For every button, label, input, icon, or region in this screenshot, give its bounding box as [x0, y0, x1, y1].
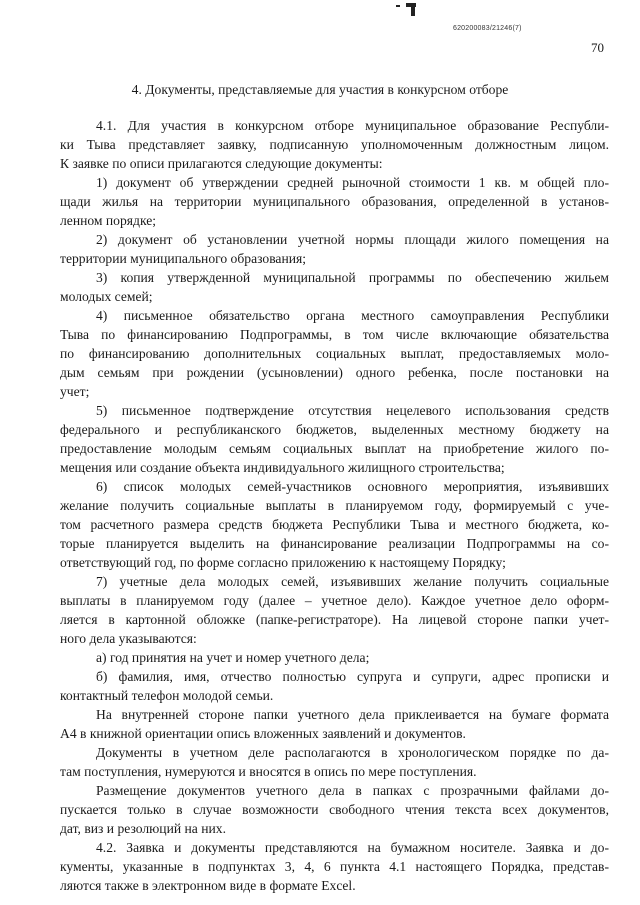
text-line: Размещение документов учетного дела в папках с прозрачными файлами до-	[96, 783, 609, 798]
text-line: учет;	[60, 384, 90, 399]
section-title: 4. Документы, представляемые для участия в конкурсном отборе	[131, 82, 509, 97]
text-line: ответствующий год, по форме согласно приложению к настоящему Порядку;	[60, 555, 506, 570]
text-line: 4.2. Заявка и документы представляются на бумажном носителе. Заявка и до-	[96, 840, 609, 855]
text-line: 6) список молодых семей-участников основного мероприятия, изъявивших	[96, 479, 609, 494]
text-line: ляются также в электронном виде в формате Excel.	[60, 878, 356, 893]
text-line: территории муниципального образования;	[60, 251, 307, 266]
text-line: ного дела указываются:	[60, 631, 197, 646]
scan-mark	[396, 2, 426, 16]
text-line: мещения или создание объекта индивидуального жилищного строительства;	[60, 460, 505, 475]
text-line: 3) копия утвержденной муниципальной программы по обеспечению жильем	[96, 270, 609, 285]
text-line: щади жилья на территории муниципального образования, определенной в установ-	[60, 194, 609, 209]
text-line: торые планируется выделить на финансирование реализации Подпрограммы на со-	[60, 536, 609, 551]
text-line: Тыва по финансированию Подпрограммы, в том числе включающие обязательства	[60, 327, 609, 342]
document-id: 620200083/21246(7)	[453, 25, 522, 32]
text-line: На внутренней стороне папки учетного дела приклеивается на бумаге формата	[96, 707, 609, 722]
text-line: том расчетного размера средств бюджета Республики Тыва и местного бюджета, ко-	[60, 517, 609, 532]
text-line: желание получить социальные выплаты в планируемом году, формируемый с уче-	[60, 498, 609, 513]
text-line: предоставление молодым семьям социальных выплат на приобретение жилого по-	[60, 441, 609, 456]
text-line: 5) письменное подтверждение отсутствия нецелевого использования средств	[96, 403, 609, 418]
text-line: К заявке по описи прилагаются следующие документы:	[60, 156, 383, 171]
text-line: а) год принятия на учет и номер учетного дела;	[96, 650, 370, 665]
text-line: контактный телефон молодой семьи.	[60, 688, 274, 703]
text-line: дат, виз и резолюций на них.	[60, 821, 226, 836]
text-line: ленном порядке;	[60, 213, 157, 228]
text-line: ляется в картонной обложке (папке-регистраторе). На лицевой стороне папки учет-	[60, 612, 609, 627]
text-line: 7) учетные дела молодых семей, изъявивших желание получить социальные	[96, 574, 609, 589]
text-line: А4 в книжной ориентации опись вложенных заявлений и документов.	[60, 726, 466, 741]
text-line: б) фамилия, имя, отчество полностью супруга и супруги, адрес прописки и	[96, 669, 609, 684]
text-line: выплаты в планируемом году (далее – учетное дело). Каждое учетное дело оформ-	[60, 593, 609, 608]
text-line: 4) письменное обязательство органа местного самоуправления Республики	[96, 308, 609, 323]
text-line: 4.1. Для участия в конкурсном отборе муниципальное образование Республи-	[96, 118, 609, 133]
text-line: Документы в учетном деле располагаются в хронологическом порядке по да-	[96, 745, 609, 760]
text-line: федерального и республиканского бюджетов, выделенных местному бюджету на	[60, 422, 609, 437]
text-line: там поступления, нумеруются и вносятся в опись по мере поступления.	[60, 764, 477, 779]
text-line: дым семьям при рождении (усыновлении) одного ребенка, после постановки на	[60, 365, 609, 380]
text-line: 1) документ об утверждении средней рыночной стоимости 1 кв. м общей пло-	[96, 175, 609, 190]
text-line: ки Тыва представляет заявку, подписанную уполномоченным должностным лицом.	[60, 137, 609, 152]
text-line: 2) документ об установлении учетной нормы площади жилого помещения на	[96, 232, 609, 247]
text-line: пускается только в случае возможности свободного чтения текста всех документов,	[60, 802, 609, 817]
page-number: 70	[591, 40, 604, 55]
text-line: молодых семей;	[60, 289, 153, 304]
text-line: по финансированию дополнительных социальных выплат, предоставляемых моло-	[60, 346, 609, 361]
text-line: кументы, указанные в подпунктах 3, 4, 6 пункта 4.1 настоящего Порядка, представ-	[60, 859, 609, 874]
